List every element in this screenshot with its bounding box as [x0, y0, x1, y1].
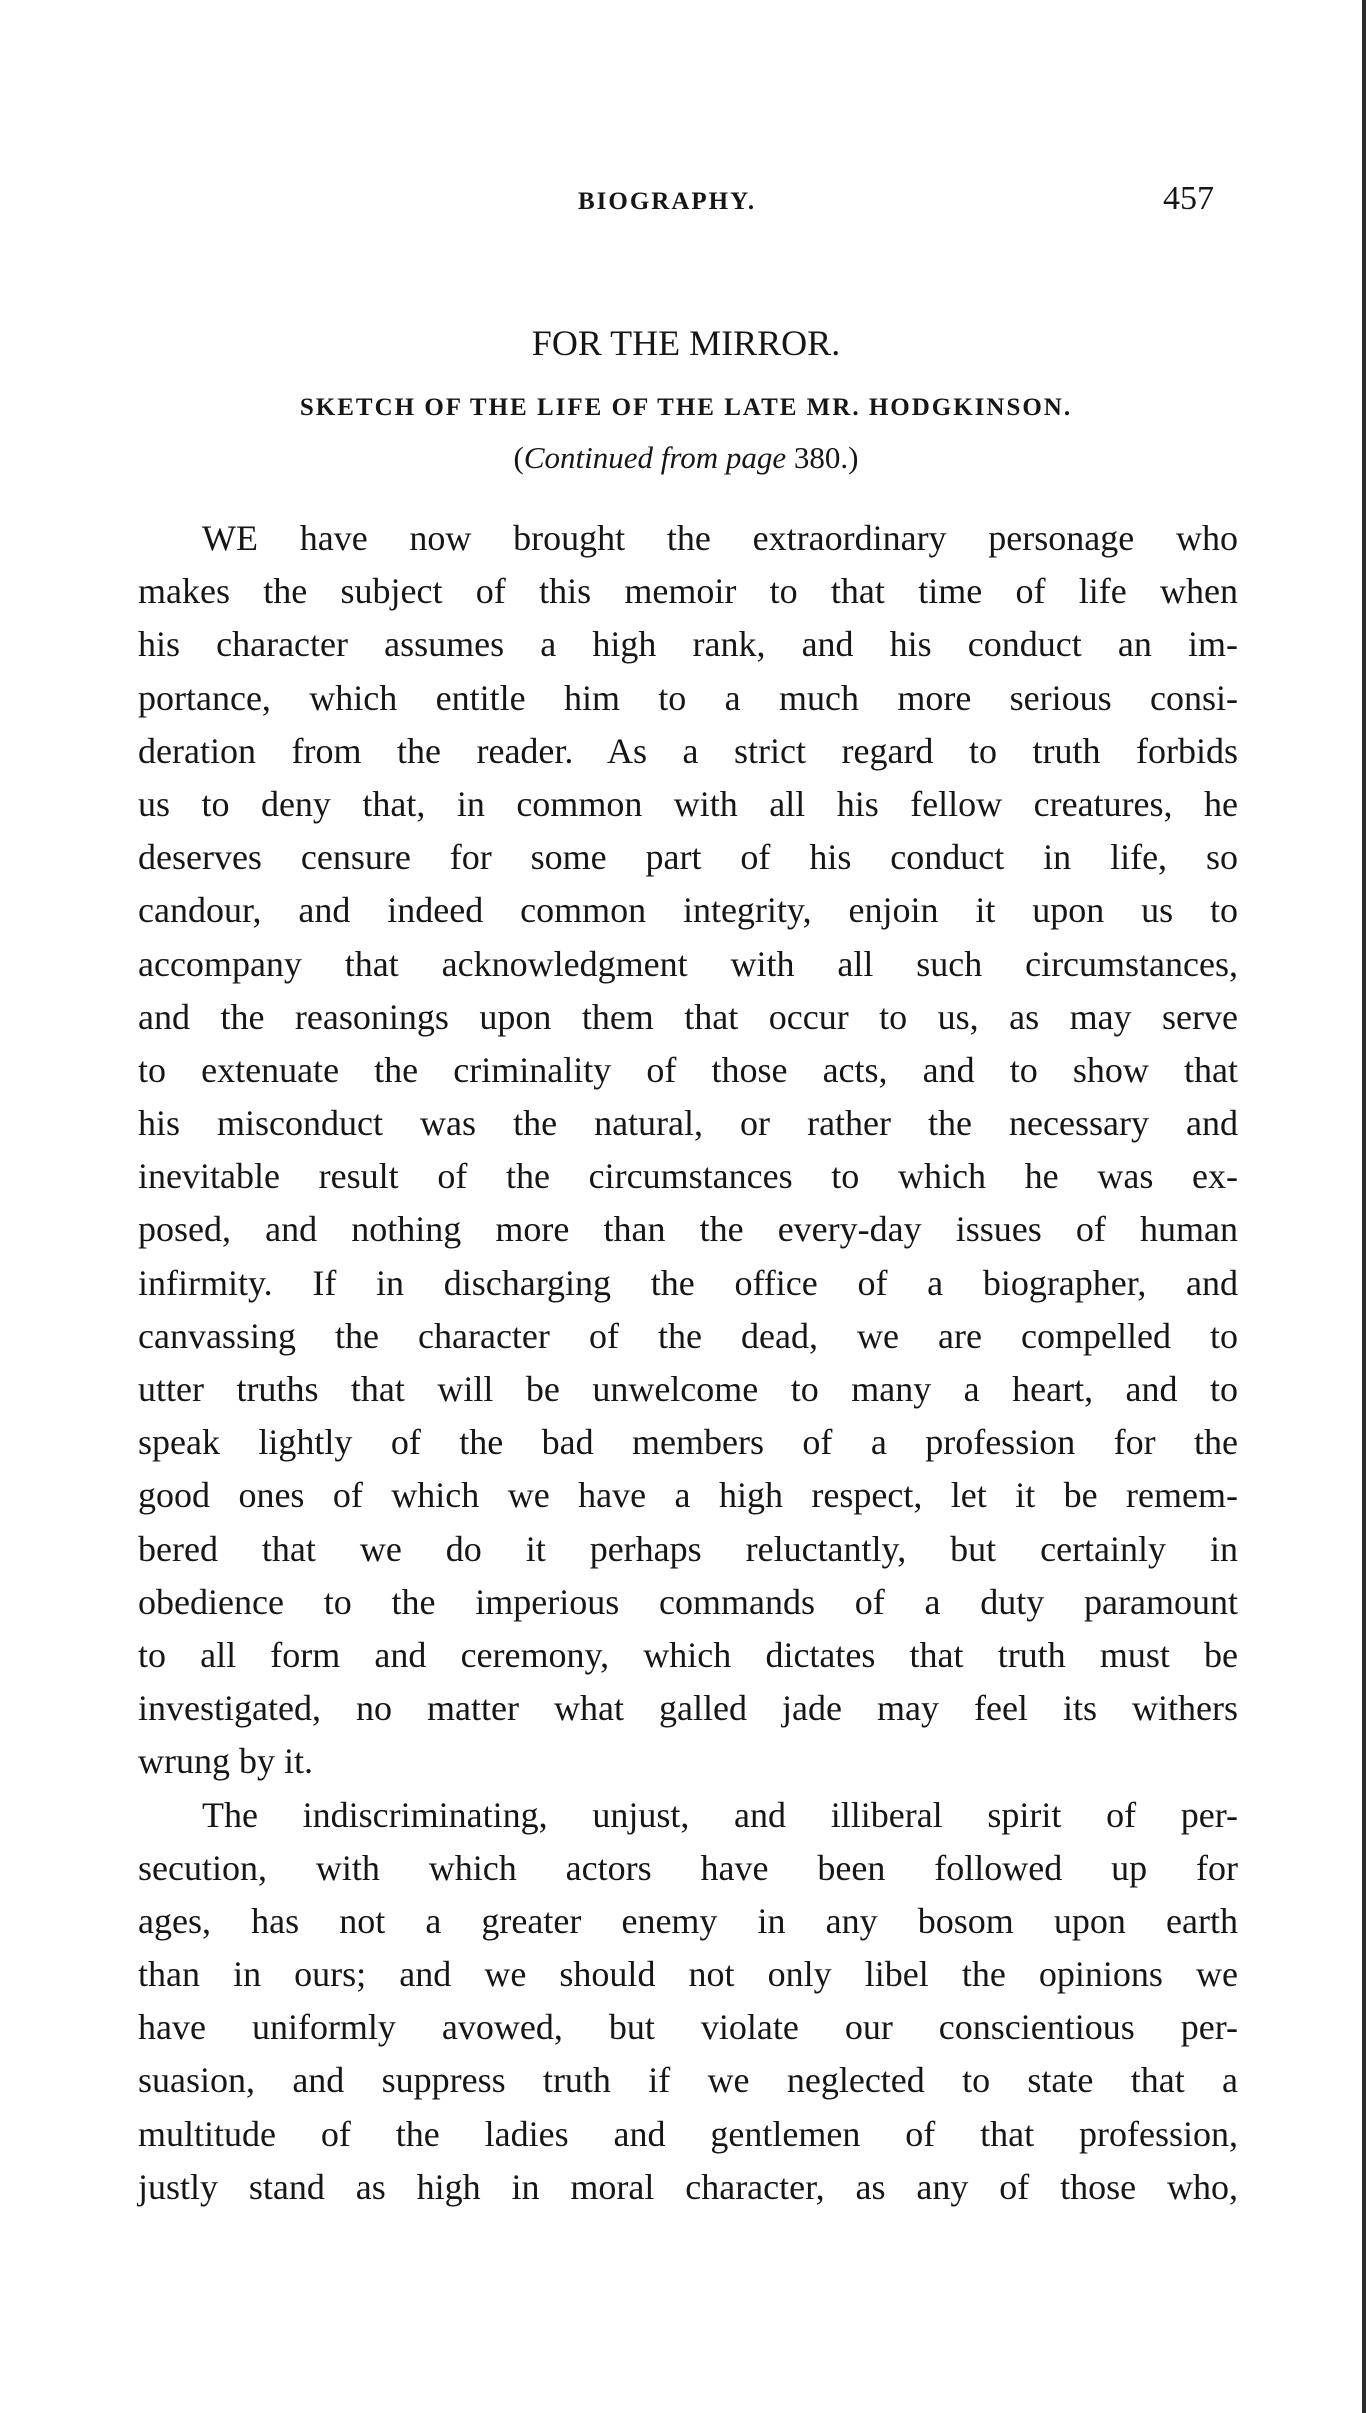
text-line: speak lightly of the bad members of a profession for the	[138, 1422, 1238, 1463]
article-subtitle: SKETCH OF THE LIFE OF THE LATE MR. HODGKINSON.	[299, 394, 1073, 421]
text-line: makes the subject of this memoir to that time of life when	[138, 571, 1238, 612]
text-line: to extenuate the criminality of those acts, and to show that	[138, 1049, 1238, 1090]
continued-page: 380.	[793, 440, 849, 475]
text-line: inevitable result of the circumstances to which he was ex-	[138, 1156, 1238, 1197]
text-line: candour, and indeed common integrity, enjoin it upon us to	[138, 890, 1238, 931]
running-head-section: BIOGRAPHY.	[578, 188, 757, 215]
text-line: canvassing the character of the dead, we are compelled to	[138, 1315, 1238, 1356]
text-line: deration from the reader. As a strict regard to truth forbids	[138, 730, 1238, 771]
text-line: investigated, no matter what galled jade may feel its withers	[138, 1688, 1238, 1729]
text-line: justly stand as high in moral character, as any of those who,	[138, 2166, 1238, 2207]
text-line: deserves censure for some part of his conduct in life, so	[138, 837, 1238, 878]
text-line: multitude of the ladies and gentlemen of that profession,	[138, 2113, 1238, 2154]
text-line: ages, has not a greater enemy in any bosom upon earth	[138, 1900, 1238, 1941]
paragraph	[138, 1789, 1238, 2215]
text-line: and the reasonings upon them that occur to us, as may serve	[138, 996, 1238, 1037]
text-line: wrung by it.	[138, 1741, 313, 1782]
text-line: bered that we do it perhaps reluctantly, but certainly in	[138, 1528, 1238, 1569]
article-heading: FOR THE MIRROR.	[531, 323, 841, 363]
text-line: good ones of which we have a high respect, let it be remem-	[138, 1475, 1238, 1516]
text-line: us to deny that, in common with all his fellow creatures, he	[138, 783, 1238, 824]
text-line: to all form and ceremony, which dictates that truth must be	[138, 1634, 1238, 1675]
text-line: posed, and nothing more than the every-day issues of human	[138, 1209, 1238, 1250]
text-line: obedience to the imperious commands of a duty paramount	[138, 1581, 1238, 1622]
text-line: WE have now brought the extraordinary personage who	[202, 518, 1238, 558]
text-line: accompany that acknowledgment with all such circumstances,	[138, 943, 1238, 984]
text-line: his character assumes a high rank, and his conduct an im-	[138, 624, 1238, 665]
text-line: utter truths that will be unwelcome to many a heart, and to	[138, 1369, 1238, 1409]
article-body	[138, 512, 1238, 2214]
page-number: 457	[1163, 180, 1214, 217]
continued-label: Continued from page	[523, 440, 787, 475]
text-line: have uniformly avowed, but violate our conscientious per-	[138, 2007, 1238, 2048]
text-line: portance, which entitle him to a much more serious consi-	[138, 677, 1238, 718]
text-line: infirmity. If in discharging the office of a biographer, and	[138, 1262, 1238, 1303]
text-line: his misconduct was the natural, or rather the necessary and	[138, 1103, 1238, 1144]
paragraph	[138, 512, 1238, 1789]
text-line: secution, with which actors have been followed up for	[138, 1847, 1238, 1888]
continued-note: (Continued from page 380.)	[513, 440, 859, 475]
text-line: suasion, and suppress truth if we neglected to state that a	[138, 2060, 1238, 2101]
text-line: The indiscriminating, unjust, and illiberal spirit of per-	[202, 1794, 1238, 1835]
text-line: than in ours; and we should not only libel the opinions we	[138, 1954, 1238, 1995]
